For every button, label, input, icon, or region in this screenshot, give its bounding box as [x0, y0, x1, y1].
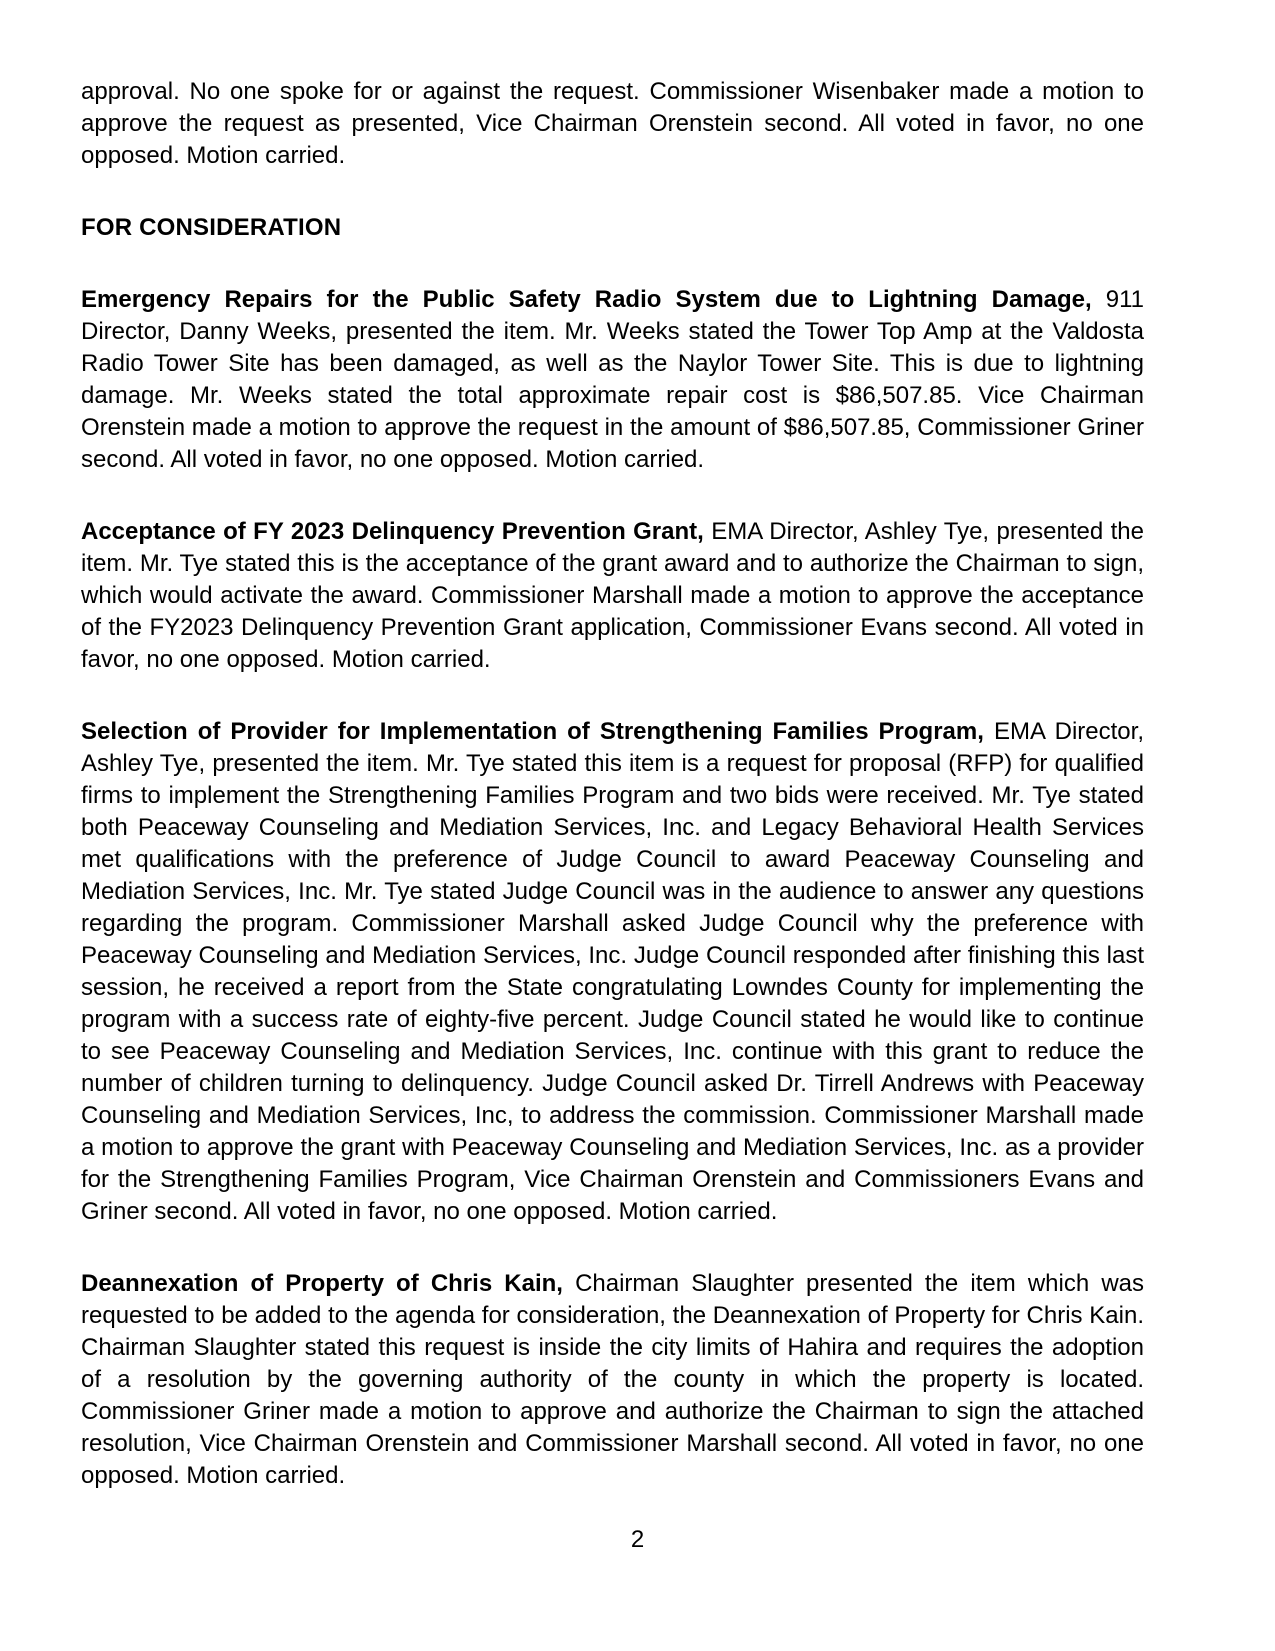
agenda-item-title: Selection of Provider for Implementation of Strengthening Families Program,: [81, 718, 984, 745]
section-heading-for-consideration: FOR CONSIDERATION: [81, 214, 342, 241]
agenda-item-body: EMA Director, Ashley Tye, presented the item. Mr. Tye stated this is the acceptance of the grant award and to authorize the Chairman to sign, which would activate the award. Commissioner Marshall made a motion to approve the acceptance of the FY2023 Delinquency Prevention Grant application, Commissioner Evans second. All voted in favor, no one opposed. Motion carried.: [81, 518, 1144, 673]
agenda-item-title: Emergency Repairs for the Public Safety Radio System due to Lightning Damage,: [81, 286, 1092, 313]
agenda-item-body: 911 Director, Danny Weeks, presented the item. Mr. Weeks stated the Tower Top Amp at the Valdosta Radio Tower Site has been damaged, as well as the Naylor Tower Site. This is due to lightning damage. Mr. Weeks stated the total approximate repair cost is $86,507.85. Vice Chairman Orenstein made a motion to approve the request in the amount of $86,507.85, Commissioner Griner second. All voted in favor, no one opposed. Motion carried.: [81, 286, 1144, 473]
agenda-item-deannexation: [81, 1268, 1144, 1492]
paragraph-continuation: approval. No one spoke for or against the request. Commissioner Wisenbaker made a motion to approve the request as presented, Vice Chairman Orenstein second. All voted in favor, no one opposed. Motion carried.: [81, 78, 1144, 169]
agenda-item-body: EMA Director, Ashley Tye, presented the item. Mr. Tye stated this item is a request for proposal (RFP) for qualified firms to implement the Strengthening Families Program and two bids were received. Mr. Tye stated both Peaceway Counseling and Mediation Services, Inc. and Legacy Behavioral Health Services met qualifications with the preference of Judge Council to award Peaceway Counseling and Mediation Services, Inc. Mr. Tye stated Judge Council was in the audience to answer any questions regarding the program. Commissioner Marshall asked Judge Council why the preference with Peaceway Counseling and Mediation Services, Inc. Judge Council responded after finishing this last session, he received a report from the State congratulating Lowndes County for implementing the program with a success rate of eighty-five percent. Judge Council stated he would like to continue to see Peaceway Counseling and Mediation Services, Inc. continue with this grant to reduce the number of children turning to delinquency. Judge Council asked Dr. Tirrell Andrews with Peaceway Counseling and Mediation Services, Inc, to address the commission. Commissioner Marshall made a motion to approve the grant with Peaceway Counseling and Mediation Services, Inc. as a provider for the Strengthening Families Program, Vice Chairman Orenstein and Commissioners Evans and Griner second. All voted in favor, no one opposed. Motion carried.: [81, 718, 1144, 1225]
agenda-item-body: Chairman Slaughter presented the item which was requested to be added to the agenda for consideration, the Deannexation of Property for Chris Kain. Chairman Slaughter stated this request is inside the city limits of Hahira and requires the adoption of a resolution by the governing authority of the county in which the property is located. Commissioner Griner made a motion to approve and authorize the Chairman to sign the attached resolution, Vice Chairman Orenstein and Commissioner Marshall second. All voted in favor, no one opposed. Motion carried.: [81, 1270, 1144, 1489]
agenda-item-delinquency-grant: [81, 516, 1144, 676]
agenda-item-title: Deannexation of Property of Chris Kain,: [81, 1270, 563, 1297]
page-content: [81, 76, 1144, 1532]
agenda-item-provider-selection: [81, 716, 1144, 1228]
page-number: 2: [630, 1526, 645, 1553]
agenda-item-title: Acceptance of FY 2023 Delinquency Prevention Grant,: [81, 518, 704, 545]
agenda-item-emergency-repairs: [81, 284, 1144, 476]
